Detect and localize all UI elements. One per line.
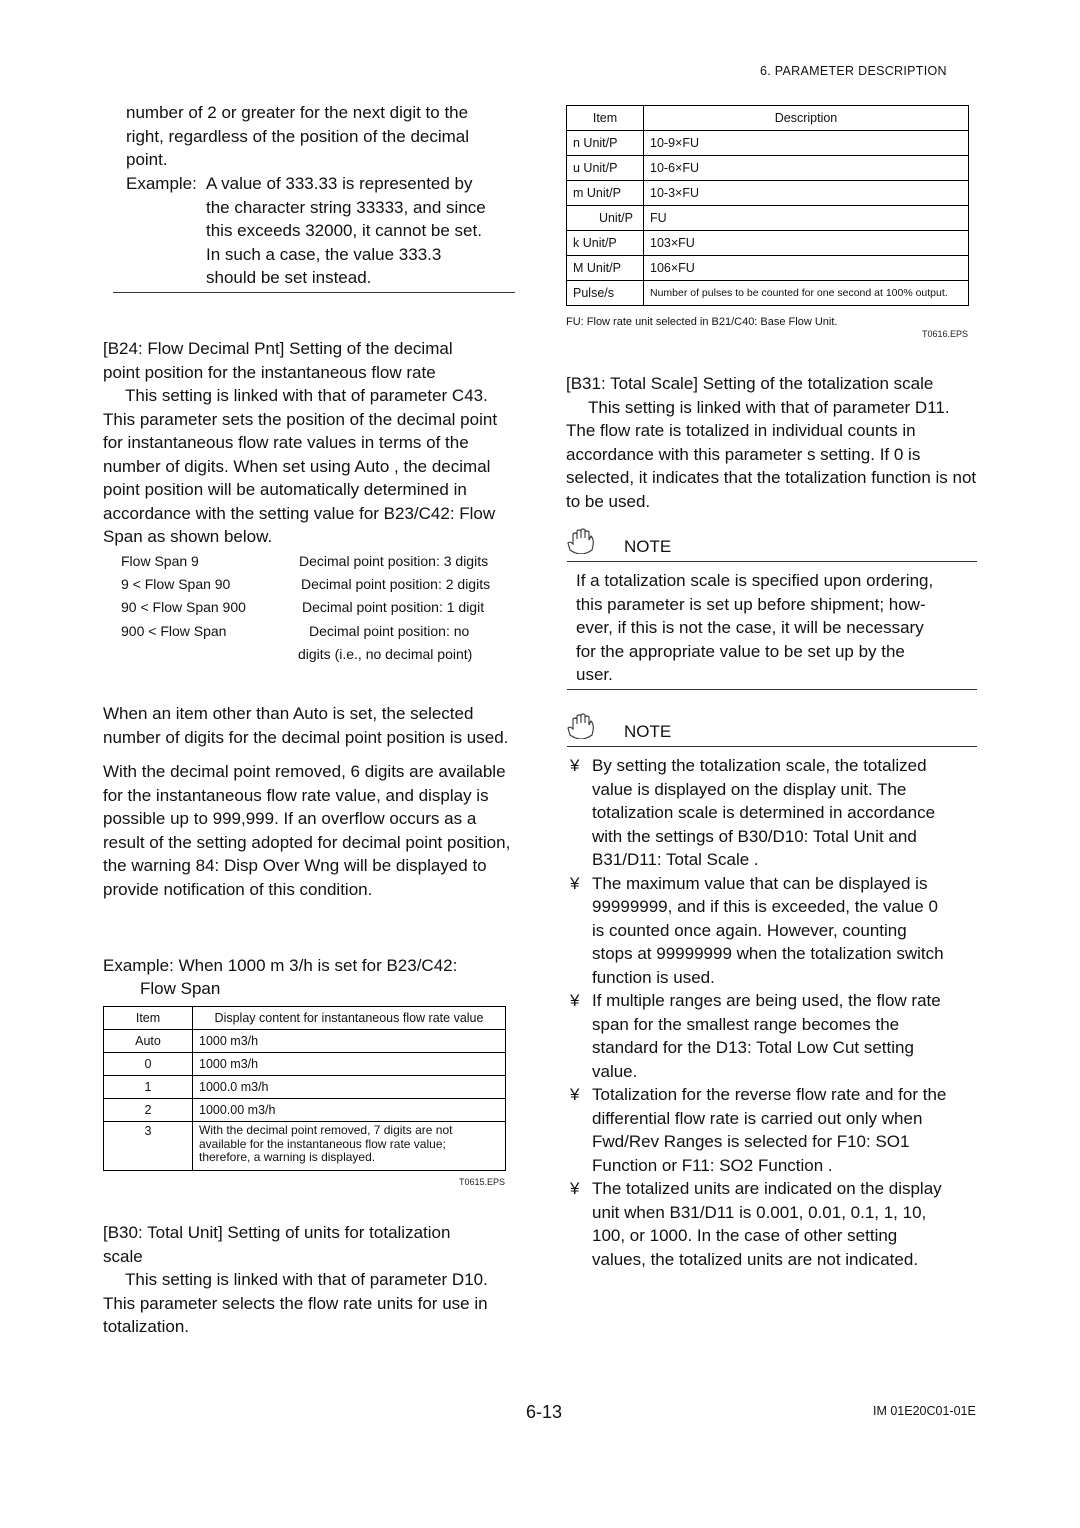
b31-body-line: selected, it indicates that the totalization function is not (566, 468, 977, 487)
table-cell: m Unit/P (567, 181, 644, 206)
b24-body-line: Span as shown below. (103, 527, 273, 546)
note2-list (570, 754, 990, 1271)
list-line: unit when B31/D11 is 0.001, 0.01, 0.1, 1, 10, (592, 1202, 927, 1222)
cell-line: therefore, a warning is displayed. (199, 1150, 376, 1164)
list-item (570, 1083, 990, 1177)
b30-body-line: This parameter selects the flow rate units for use in (103, 1293, 488, 1313)
list-line: 100, or 1000. In the case of other setting (592, 1226, 898, 1245)
bullet-mark: ¥ (570, 991, 580, 1010)
example-line: A value of 333.33 is represented by (206, 174, 473, 193)
table-row (104, 1053, 506, 1076)
list-line: standard for the D13: Total Low Cut setting (592, 1038, 914, 1057)
table-cell: Unit/P (567, 206, 644, 231)
note1-line: ever, if this is not the case, it will be necessary (576, 618, 924, 637)
table-cell: u Unit/P (567, 156, 644, 181)
b24-body-line: This parameter sets the position of the decimal point (103, 409, 498, 429)
list-line: values, the totalized units are not indicated. (592, 1249, 919, 1269)
note-rule-top (567, 561, 977, 562)
table-cell: k Unit/P (567, 231, 644, 256)
list-line: function is used. (592, 967, 715, 987)
table-cell: 1000.00 m3/h (193, 1099, 506, 1122)
table-cell: n Unit/P (567, 131, 644, 156)
table-cell: 3 (104, 1122, 193, 1171)
list-line: If multiple ranges are being used, the flow rate (592, 991, 941, 1010)
example2-line: Flow Span (140, 979, 221, 998)
table-footnote: FU: Flow rate unit selected in B21/C40: Base Flow Unit. (566, 316, 838, 328)
b31-body-line: to be used. (566, 491, 651, 511)
note1-line: If a totalization scale is specified upon ordering, (576, 571, 934, 590)
overflow-line: the warning 84: Disp Over Wng will be displayed to (103, 856, 487, 875)
rule-condition: Flow Span 9 (121, 553, 199, 569)
rule-result: Decimal point position: 3 digits (299, 553, 489, 569)
note1-line: user. (576, 665, 613, 684)
auto-line: number of digits for the decimal point position is used. (103, 727, 509, 747)
auto-line: When an item other than Auto is set, the selected (103, 704, 474, 723)
list-line: 99999999, and if this is exceeded, the value 0 (592, 897, 938, 916)
b31-body-line: The flow rate is totalized in individual counts in (566, 421, 916, 440)
b30-title: scale (103, 1246, 143, 1266)
b31-body-line: accordance with this parameter s setting. If 0 is (566, 444, 921, 464)
table-tag: T0615.EPS (459, 1177, 506, 1187)
intro-line: point. (126, 150, 168, 169)
table-row (104, 1122, 506, 1171)
table-row (567, 131, 969, 156)
b24-body-line: accordance with the setting value for B23/C42: Flow (103, 503, 496, 523)
b24-title: [B24: Flow Decimal Pnt] Setting of the decimal (103, 339, 453, 358)
overflow-line: for the instantaneous flow rate value, and display is (103, 785, 489, 805)
list-line: totalization scale is determined in accordance (592, 803, 936, 822)
table-row (104, 1076, 506, 1099)
divider (113, 292, 515, 293)
rule-result: Decimal point position: no (309, 622, 470, 639)
table-row (567, 156, 969, 181)
table-row (567, 206, 969, 231)
b31-linked: This setting is linked with that of parameter D11. (588, 397, 950, 417)
overflow-line: With the decimal point removed, 6 digits are available (103, 762, 506, 781)
list-item (570, 989, 990, 1083)
table-cell: 10-6×FU (644, 156, 969, 181)
table-cell: 103×FU (644, 231, 969, 256)
list-line: with the settings of B30/D10: Total Unit and (592, 826, 917, 846)
table-row (567, 256, 969, 281)
note1-line: for the appropriate value to be set up by the (576, 641, 905, 661)
table-cell: 0 (104, 1053, 193, 1076)
auto-paragraph (103, 702, 548, 749)
rule-condition: 900 < Flow Span (121, 622, 227, 639)
b31-section (566, 372, 1016, 513)
example2-line: Example: When 1000 m 3/h is set for B23/C42: (103, 956, 458, 975)
table-cell: 2 (104, 1099, 193, 1122)
table-cell: M Unit/P (567, 256, 644, 281)
table-row (567, 281, 969, 306)
note-rule-bottom (567, 689, 977, 690)
b24-body-line: number of digits. When set using Auto , the decimal (103, 456, 491, 476)
table-header-cell: Item (567, 106, 644, 131)
list-line: value. (592, 1061, 638, 1081)
list-line: The totalized units are indicated on the display (592, 1179, 942, 1198)
b24-body-line: for instantaneous flow rate values in terms of the (103, 433, 469, 452)
overflow-line: provide notification of this condition. (103, 879, 373, 899)
table-cell: 1000 m3/h (193, 1030, 506, 1053)
b24-title: point position for the instantaneous flow rate (103, 362, 436, 382)
example-line: In such a case, the value 333.3 (206, 244, 442, 264)
list-item (570, 754, 990, 872)
table-cell: 10-9×FU (644, 131, 969, 156)
example-label: Example: (126, 174, 197, 193)
bullet-mark: ¥ (570, 873, 580, 893)
list-line: stops at 99999999 when the totalization switch (592, 944, 944, 963)
table-header-row (567, 106, 969, 131)
page-number: 6-13 (526, 1402, 563, 1422)
table-cell: Number of pulses to be counted for one second at 100% output. (644, 281, 969, 306)
note-hand-icon (564, 713, 598, 739)
overflow-line: possible up to 999,999. If an overflow occurs as a (103, 809, 477, 828)
rule-result-cont: digits (i.e., no decimal point) (298, 645, 473, 662)
note-hand-icon (564, 528, 598, 554)
list-item (570, 872, 990, 990)
example-line: this exceeds 32000, it cannot be set. (206, 221, 482, 240)
bullet-mark: ¥ (570, 1179, 580, 1198)
section-header: 6. PARAMETER DESCRIPTION (760, 64, 947, 78)
table-row (567, 231, 969, 256)
doc-id: IM 01E20C01-01E (873, 1404, 976, 1418)
b31-title: [B31: Total Scale] Setting of the totalization scale (566, 374, 934, 393)
span-rules (121, 550, 541, 666)
note1-line: this parameter is set up before shipment; how- (576, 594, 926, 614)
table-row (567, 181, 969, 206)
rule-result: Decimal point position: 1 digit (302, 599, 485, 616)
list-line: Totalization for the reverse flow rate and for the (592, 1085, 947, 1104)
table-header-row (104, 1007, 506, 1030)
table-cell-multiline (193, 1122, 506, 1171)
b24-linked: This setting is linked with that of parameter C43. (125, 386, 488, 405)
rule-condition: 90 < Flow Span 900 (121, 599, 246, 616)
list-line: By setting the totalization scale, the totalized (592, 756, 927, 775)
list-line: B31/D11: Total Scale . (592, 850, 759, 869)
table-cell: 1000.0 m3/h (193, 1076, 506, 1099)
table-cell: 1000 m3/h (193, 1053, 506, 1076)
note-rule-top (567, 746, 977, 747)
list-line: differential flow rate is carried out only when (592, 1108, 923, 1128)
b30-title: [B30: Total Unit] Setting of units for totalization (103, 1223, 451, 1242)
example-text (206, 172, 486, 290)
list-item (570, 1177, 990, 1271)
decimal-table (103, 1006, 506, 1171)
list-line: value is displayed on the display unit. The (592, 779, 907, 799)
cell-line: available for the instantaneous flow rate value; (199, 1136, 446, 1151)
cell-line: With the decimal point removed, 7 digits are not (199, 1123, 453, 1137)
list-line: Function or F11: SO2 Function . (592, 1155, 833, 1175)
table-cell: Pulse/s (567, 281, 644, 306)
example-line: the character string 33333, and since (206, 197, 486, 217)
b24-body-line: point position will be automatically determined in (103, 480, 467, 499)
table-cell: 10-3×FU (644, 181, 969, 206)
unit-table (566, 105, 969, 306)
bullet-mark: ¥ (570, 756, 580, 775)
note-label: NOTE (624, 537, 672, 556)
table-cell: 1 (104, 1076, 193, 1099)
table-header-cell: Item (104, 1007, 193, 1030)
list-line: Fwd/Rev Ranges is selected for F10: SO1 (592, 1132, 910, 1151)
rule-condition: 9 < Flow Span 90 (121, 576, 231, 593)
intro-line: right, regardless of the position of the decimal (126, 126, 470, 146)
b24-section (103, 337, 543, 549)
intro-line: number of 2 or greater for the next digit to the (126, 103, 469, 122)
table-header-cell: Description (644, 106, 969, 131)
bullet-mark: ¥ (570, 1085, 580, 1104)
table-cell: Auto (104, 1030, 193, 1053)
example-line: should be set instead. (206, 268, 372, 287)
list-line: is counted once again. However, counting (592, 920, 907, 940)
b30-section (103, 1221, 548, 1339)
table-row (104, 1030, 506, 1053)
list-line: span for the smallest range becomes the (592, 1014, 900, 1034)
table-header-cell: Display content for instantaneous flow rate value (193, 1007, 506, 1030)
b30-linked: This setting is linked with that of parameter D10. (125, 1270, 488, 1289)
overflow-line: result of the setting adopted for decimal point position, (103, 832, 511, 852)
table-tag: T0616.EPS (922, 329, 969, 339)
table-cell: FU (644, 206, 969, 231)
intro-text (126, 101, 469, 172)
rule-result: Decimal point position: 2 digits (301, 576, 491, 593)
list-line: The maximum value that can be displayed is (592, 873, 928, 893)
table-cell: 106×FU (644, 256, 969, 281)
note-label: NOTE (624, 722, 672, 741)
overflow-paragraph (103, 760, 548, 901)
note1-text (576, 569, 976, 687)
table-row (104, 1099, 506, 1122)
b30-body-line: totalization. (103, 1317, 189, 1336)
